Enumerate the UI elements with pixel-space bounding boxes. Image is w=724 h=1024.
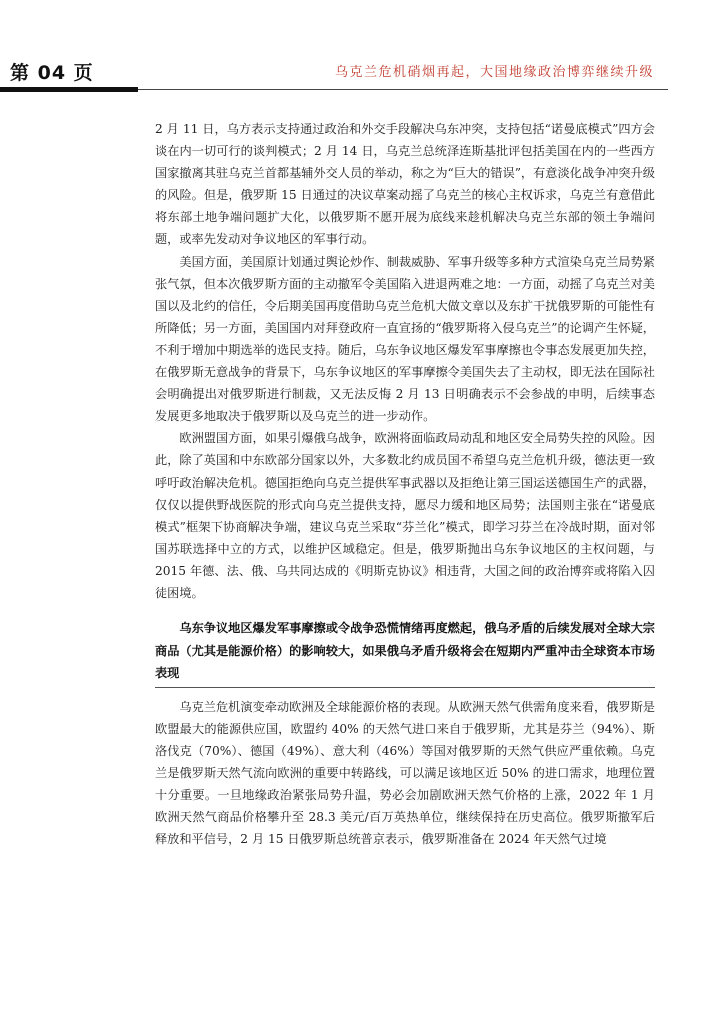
body-paragraph: 乌克兰危机演变牵动欧洲及全球能源价格的表现。从欧洲天然气供需角度来看，俄罗斯是欧盟最大的能源供应国，欧盟约 40% 的天然气进口来自于俄罗斯，尤其是芬兰（94%）、斯洛伐克（70%）、德国（49%）、意大利（46%）等国对俄罗斯的天然气供应严重依赖。乌克兰是俄罗斯天然气流向欧洲的重要中转路线，可以满足该地区近 50% 的进口需求，地理位置十分重要。一旦地缘政治紧张局势升温，势必会加剧欧洲天然气价格的上涨，2022 年 1 月欧洲天然气商品价格攀升至 28.3 美元/百万英热单位，继续保持在历史高位。俄罗斯撤军后释放和平信号，2 月 15 日俄罗斯总统普京表示，俄罗斯准备在 2024 年天然气过境 <box>155 699 655 847</box>
header-title: 乌克兰危机硝烟再起，大国地缘政治博弈继续升级 <box>334 65 654 80</box>
header-rule-thick <box>0 87 138 92</box>
section-heading: 乌东争议地区爆发军事摩擦或令战争恐慌情绪再度燃起，俄乌矛盾的后续发展对全球大宗商品（尤其是能源价格）的影响较大，如果俄乌矛盾升级将会在短期内严重冲击全球资本市场表现 <box>155 621 655 681</box>
section-heading-rule <box>155 687 655 688</box>
document-body <box>155 118 655 850</box>
header-rule-thin <box>138 89 668 90</box>
body-paragraph: 2 月 11 日，乌方表示支持通过政治和外交手段解决乌东冲突，支持包括“诺曼底模式”四方会谈在内一切可行的谈判模式；2 月 14 日，乌克兰总统泽连斯基批评包括美国在内的一些西方国家撤离其驻乌克兰首都基辅外交人员的举动，称之为“巨大的错误”，有意淡化战争冲突升级的风险。但是，俄罗斯 15 日通过的决议草案动摇了乌克兰的核心主权诉求，乌克兰有意借此将东部土地争端问题扩大化，以俄罗斯不愿开展为底线来趁机解决乌克兰东部的领土争端问题，或率先发动对争议地区的军事行动。 <box>155 122 655 247</box>
body-paragraph: 欧洲盟国方面，如果引爆俄乌战争，欧洲将面临政局动乱和地区安全局势失控的风险。因此，除了英国和中东欧部分国家以外，大多数北约成员国不希望乌克兰危机升级，德法更一致呼吁政治解决危机。德国拒绝向乌克兰提供军事武器以及拒绝让第三国运送德国生产的武器，仅仅以提供野战医院的形式向乌克兰提供支持，愿尽力缓和地区局势；法国则主张在“诺曼底模式”框架下协商解决争端，建议乌克兰采取“芬兰化”模式，即学习芬兰在冷战时期，面对邻国苏联选择中立的方式，以维护区域稳定。但是，俄罗斯抛出乌东争议地区的主权问题，与 2015 年德、法、俄、乌共同达成的《明斯克协议》相违背，大国之间的政治博弈或将陷入囚徒困境。 <box>155 431 655 600</box>
page-number: 第 04 页 <box>10 62 94 84</box>
page-header <box>0 0 724 96</box>
body-paragraph: 美国方面，美国原计划通过舆论炒作、制裁威胁、军事升级等多种方式渲染乌克兰局势紧张气氛，但本次俄罗斯方面的主动撤军令美国陷入进退两难之地：一方面，动摇了乌克兰对美国以及北约的信任，令后期美国再度借助乌克兰危机大做文章以及东扩干扰俄罗斯的可能性有所降低；另一方面，美国国内对拜登政府一直宣扬的“俄罗斯将入侵乌克兰”的论调产生怀疑，不利于增加中期选举的选民支持。随后，乌东争议地区爆发军事摩擦也令事态发展更加失控，在俄罗斯无意战争的背景下，乌东争议地区的军事摩擦令美国失去了主动权，即无法在国际社会明确提出对俄罗斯进行制裁，又无法反悔 2 月 13 日明确表示不会参战的申明，后续事态发展更多地取决于俄罗斯以及乌克兰的进一步动作。 <box>155 254 655 424</box>
